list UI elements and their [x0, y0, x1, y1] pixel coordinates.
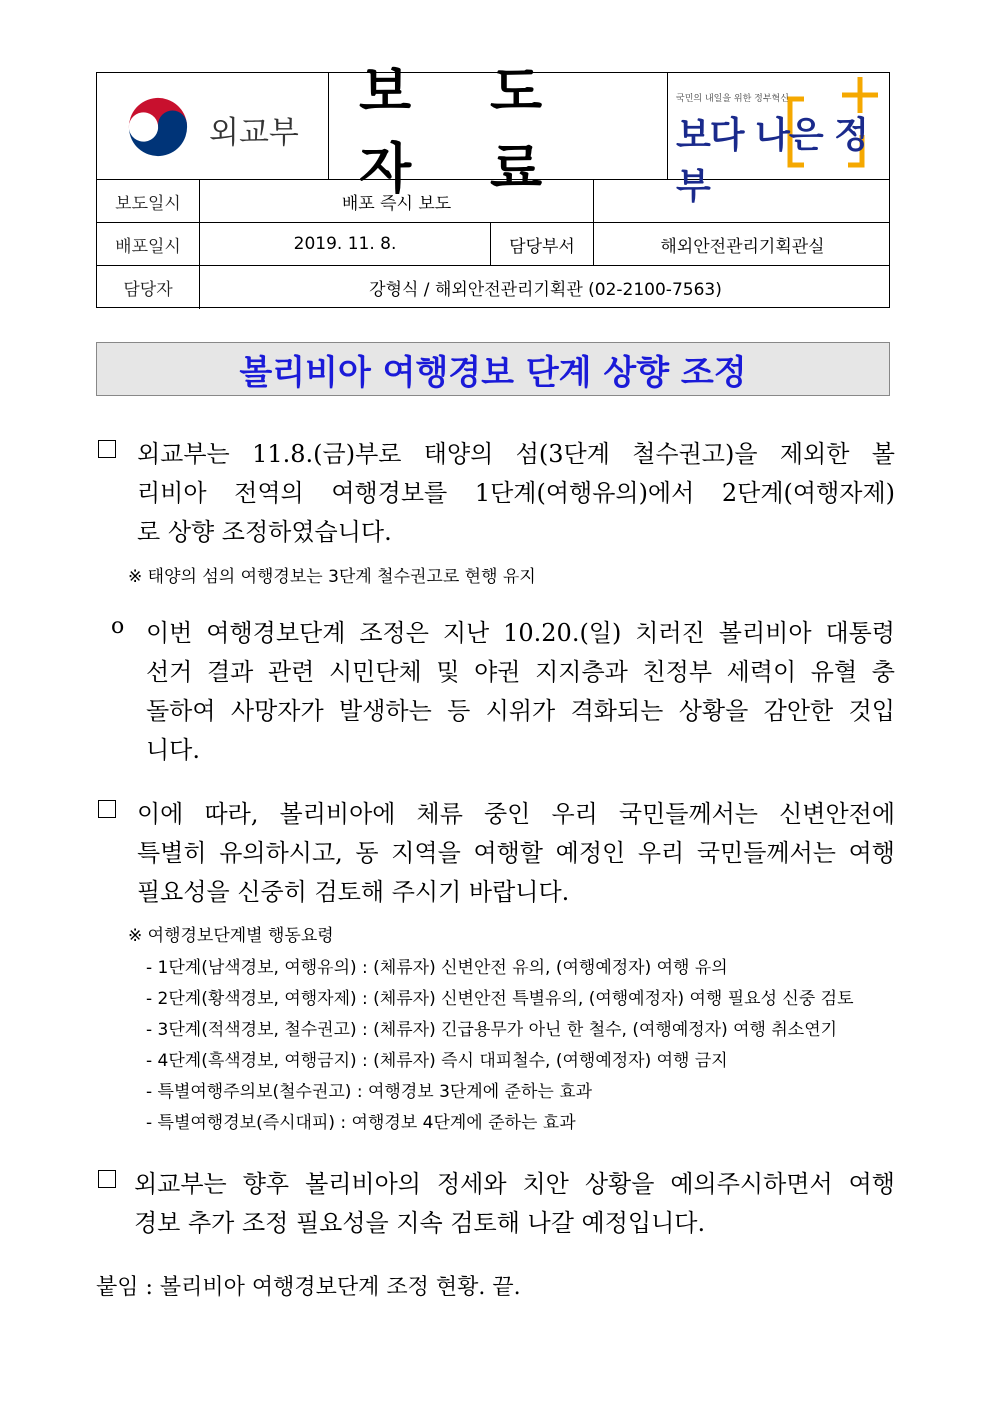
checkbox-bullet-icon [98, 800, 116, 818]
guide-item: - 특별여행경보(즉시대피) : 여행경보 4단계에 준하는 효과 [146, 1113, 576, 1133]
distribution-label: 배포일시 [97, 223, 200, 265]
headline: 볼리비아 여행경보 단계 상향 조정 [239, 352, 747, 393]
circle-bullet: o [111, 614, 125, 639]
department-label: 담당부서 [491, 223, 594, 265]
headline-bar [96, 342, 890, 396]
press-header-table [96, 59, 890, 308]
p3-line2: 경보 추가 조정 필요성을 지속 검토해 나갈 예정입니다. [134, 1209, 706, 1237]
attachment-note: 붙임 : 볼리비아 여행경보단계 조정 현황. 끝. [96, 1275, 521, 1300]
slogan-caption: 국민의 내일을 위한 정부혁신 [676, 94, 789, 104]
release-value: 배포 즉시 보도 [200, 180, 594, 222]
department-value: 해외안전관리기획관실 [660, 236, 825, 257]
p2-note: ※ 여행경보단계별 행동요령 [128, 926, 334, 946]
contact-value: 강형식 / 해외안전관리기획관 (02-2100-7563) [369, 280, 722, 300]
ministry-logo-cell [97, 73, 329, 179]
contact-label: 담당자 [97, 266, 200, 309]
p2-line3: 필요성을 신중히 검토해 주시기 바랍니다. [137, 878, 570, 906]
p1sub-line1: 이번 여행경보단계 조정은 지난 10.20.(일) 치러진 볼리비아 대통령 [146, 619, 895, 647]
press-release-title-cell [329, 59, 668, 200]
p1-note: ※ 태양의 섬의 여행경보는 3단계 철수권고로 현행 유지 [128, 567, 536, 587]
distribution-date: 2019. 11. 8. [200, 223, 491, 265]
release-time-row [97, 180, 889, 223]
contact-row [97, 266, 889, 309]
guide-item: - 2단계(황색경보, 여행자제) : (체류자) 신변안전 특별유의, (여행예정자) 여행 필요성 신중 검토 [146, 989, 854, 1009]
p3-line1: 외교부는 향후 볼리비아의 정세와 치안 상황을 예의주시하면서 여행 [134, 1170, 895, 1198]
p2-line2: 특별히 유의하시고, 동 지역을 여행할 예정인 우리 국민들께서는 여행 [137, 839, 895, 867]
checkbox-bullet-icon [98, 440, 116, 458]
p1-line1: 외교부는 11.8.(금)부로 태양의 섬(3단계 철수권고)을 제외한 볼 [137, 440, 895, 468]
government-slogan-cell [668, 73, 889, 207]
release-empty-cell [594, 180, 891, 222]
guide-item: - 특별여행주의보(철수권고) : 여행경보 3단계에 준하는 효과 [146, 1082, 593, 1102]
press-release-title: 보 도 자 료 [359, 59, 573, 200]
release-label: 보도일시 [97, 180, 200, 222]
distribution-row [97, 223, 889, 266]
p1-line2: 리비아 전역의 여행경보를 1단계(여행유의)에서 2단계(여행자제) [137, 479, 895, 507]
slogan-text: 보다 나은 정부 [676, 115, 868, 207]
p1sub-line4: 니다. [146, 736, 200, 764]
p2-line1: 이에 따라, 볼리비아에 체류 중인 우리 국민들께서는 신변안전에 [137, 800, 895, 828]
checkbox-bullet-icon [98, 1170, 116, 1188]
ministry-name: 외교부 [209, 115, 299, 151]
p1-line3: 로 상향 조정하였습니다. [137, 518, 392, 546]
p1sub-line3: 돌하여 사망자가 발생하는 등 시위가 격화되는 상황을 감안한 것입 [146, 697, 895, 725]
guide-item: - 1단계(남색경보, 여행유의) : (체류자) 신변안전 유의, (여행예정자) 여행 유의 [146, 958, 728, 978]
p1sub-line2: 선거 결과 관련 시민단체 및 야권 지지층과 친정부 세력이 유혈 충 [146, 658, 895, 686]
guide-item: - 4단계(흑색경보, 여행금지) : (체류자) 즉시 대피철수, (여행예정자) 여행 금지 [146, 1051, 728, 1071]
guide-item: - 3단계(적색경보, 철수권고) : (체류자) 긴급용무가 아닌 한 철수, (여행예정자) 여행 취소연기 [146, 1020, 838, 1040]
taegeuk-emblem-icon [123, 95, 193, 159]
